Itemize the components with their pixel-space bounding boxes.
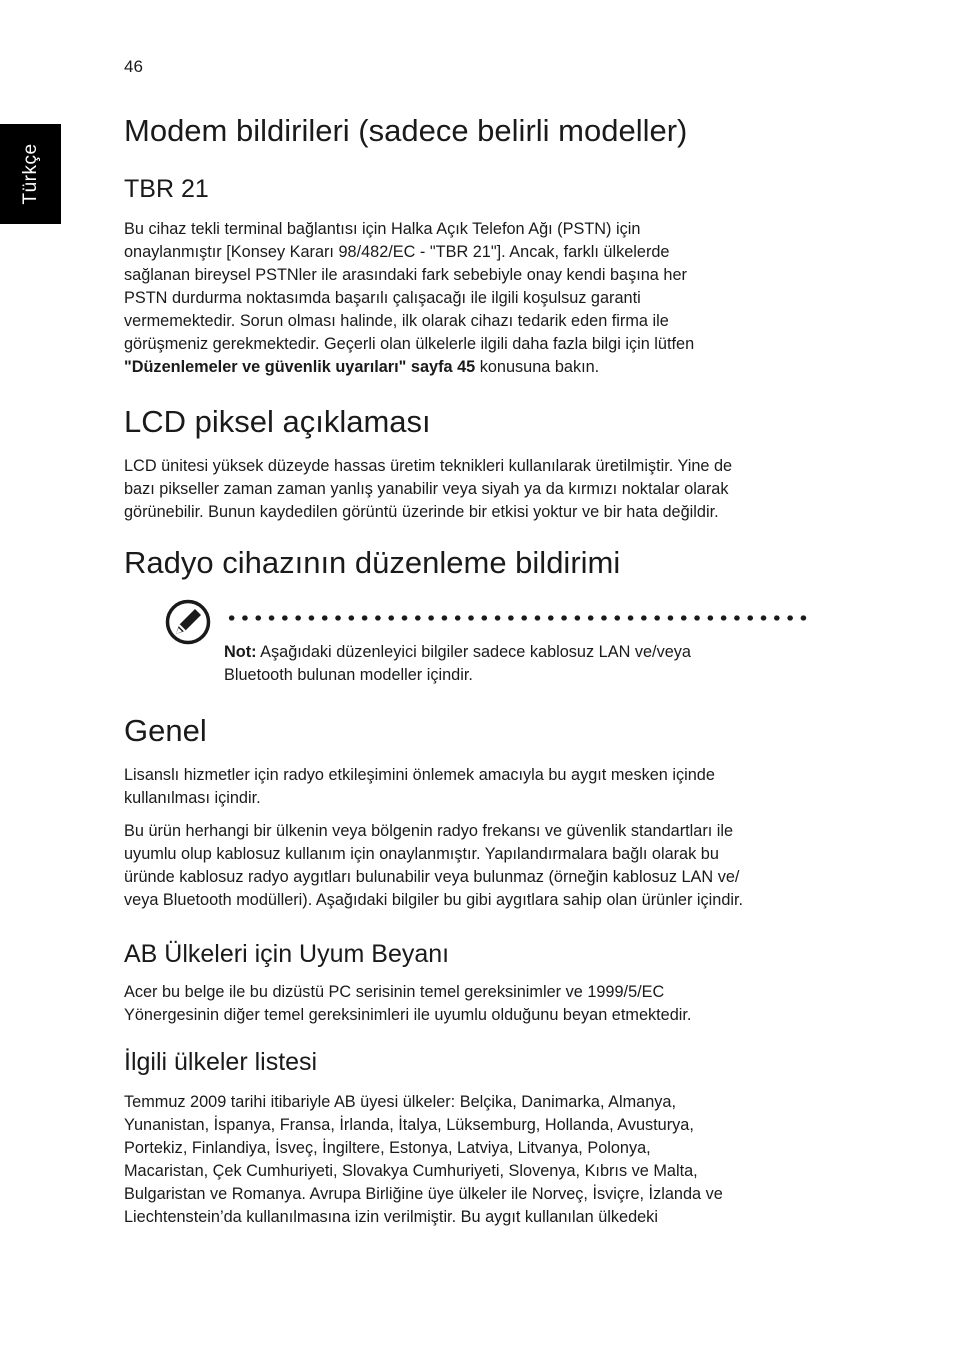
text-line: veya Bluetooth modülleri). Aşağıdaki bilgiler bu gibi aygıtlara sahip olan ürünler içindir. bbox=[124, 891, 744, 909]
text-line: vermemektedir. Sorun olması halinde, ilk olarak cihazı tedarik eden firma ile bbox=[124, 312, 669, 330]
text-line: Macaristan, Çek Cumhuriyeti, Slovakya Cumhuriyeti, Slovenya, Kıbrıs ve Malta, bbox=[124, 1162, 698, 1180]
text-line: Bulgaristan ve Romanya. Avrupa Birliğine üye ülkeler ile Norveç, İsviçre, İzlanda ve bbox=[124, 1185, 723, 1203]
countries-paragraph bbox=[124, 1091, 814, 1229]
text-line: Yönergesinin diğer temel gereksinimleri ile uyumlu olduğunu beyan etmektedir. bbox=[124, 1006, 692, 1024]
text-line: konusuna bakın. bbox=[475, 358, 600, 376]
text-line: Bluetooth bulunan modeller içindir. bbox=[224, 666, 473, 684]
genel-paragraph-1 bbox=[124, 764, 814, 810]
text-line: Yunanistan, İspanya, Fransa, İrlanda, İtalya, Lüksemburg, Hollanda, Avusturya, bbox=[124, 1116, 694, 1134]
note-divider bbox=[225, 615, 810, 621]
note-text bbox=[224, 641, 804, 687]
text-line: onaylanmıştır [Konsey Kararı 98/482/EC - "TBR 21"]. Ancak, farklı ülkelerde bbox=[124, 243, 670, 261]
note-pencil-icon bbox=[165, 599, 211, 645]
text-line: görüşmeniz gerekmektedir. Geçerli olan ülkelerle ilgili daha fazla bilgi için lütfen bbox=[124, 335, 695, 353]
text-line: Aşağıdaki düzenleyici bilgiler sadece kablosuz LAN ve/veya bbox=[256, 643, 691, 661]
lcd-section-title: LCD piksel açıklaması bbox=[124, 404, 431, 439]
ab-paragraph bbox=[124, 981, 814, 1027]
text-line: kullanılması içindir. bbox=[124, 789, 261, 807]
text-line: Liechtenstein’da kullanılmasına izin verilmiştir. Bu aygıt kullanılan ülkedeki bbox=[124, 1208, 658, 1226]
radio-section-title: Radyo cihazının düzenleme bildirimi bbox=[124, 545, 621, 580]
page-number: 46 bbox=[124, 57, 143, 76]
tbr21-paragraph bbox=[124, 218, 814, 379]
language-tab bbox=[0, 124, 61, 224]
cross-reference-link[interactable]: "Düzenlemeler ve güvenlik uyarıları" sayfa 45 bbox=[124, 358, 476, 376]
countries-section-title: İlgili ülkeler listesi bbox=[124, 1048, 318, 1076]
text-line: Bu cihaz tekli terminal bağlantısı için Halka Açık Telefon Ağı (PSTN) için bbox=[124, 220, 641, 238]
text-line: sağlanan bireysel PSTNler ile arasındaki fark sebebiyle onay kendi başına her bbox=[124, 266, 687, 284]
language-tab-label: Türkçe bbox=[19, 143, 41, 205]
genel-section-title: Genel bbox=[124, 713, 207, 748]
ab-section-title: AB Ülkeleri için Uyum Beyanı bbox=[124, 940, 450, 968]
text-line: Bu ürün herhangi bir ülkenin veya bölgenin radyo frekansı ve güvenlik standartları ile bbox=[124, 822, 734, 840]
text-line: LCD ünitesi yüksek düzeyde hassas üretim teknikleri kullanılarak üretilmiştir. Yine de bbox=[124, 457, 733, 475]
text-line: üründe kablosuz radyo aygıtları bulunabilir veya bulunmaz (örneğin kablosuz LAN ve/ bbox=[124, 868, 740, 886]
lcd-paragraph bbox=[124, 455, 814, 524]
note-label: Not: bbox=[224, 643, 257, 661]
genel-paragraph-2 bbox=[124, 820, 814, 912]
text-line: görünebilir. Bunun kaydedilen görüntü üzerinde bir etkisi yoktur ve bir hata değildir. bbox=[124, 503, 719, 521]
text-line: Portekiz, Finlandiya, İsveç, İngiltere, Estonya, Latviya, Litvanya, Polonya, bbox=[124, 1139, 651, 1157]
text-line: Temmuz 2009 tarihi itibariyle AB üyesi ülkeler: Belçika, Danimarka, Almanya, bbox=[124, 1093, 676, 1111]
tbr21-subtitle: TBR 21 bbox=[124, 175, 209, 203]
modem-section-title: Modem bildirileri (sadece belirli modeller) bbox=[124, 113, 688, 148]
text-line: bazı pikseller zaman zaman yanlış yanabilir veya siyah ya da kırmızı noktalar olarak bbox=[124, 480, 729, 498]
text-line: Acer bu belge ile bu dizüstü PC serisinin temel gereksinimler ve 1999/5/EC bbox=[124, 983, 665, 1001]
text-line: Lisanslı hizmetler için radyo etkileşimini önlemek amacıyla bu aygıt mesken içinde bbox=[124, 766, 715, 784]
text-line: uyumlu olup kablosuz kullanım için onaylanmıştır. Yapılandırmalara bağlı olarak bu bbox=[124, 845, 719, 863]
text-line: PSTN durdurma noktasımda başarılı çalışacağı ile ilgili koşulsuz garanti bbox=[124, 289, 641, 307]
